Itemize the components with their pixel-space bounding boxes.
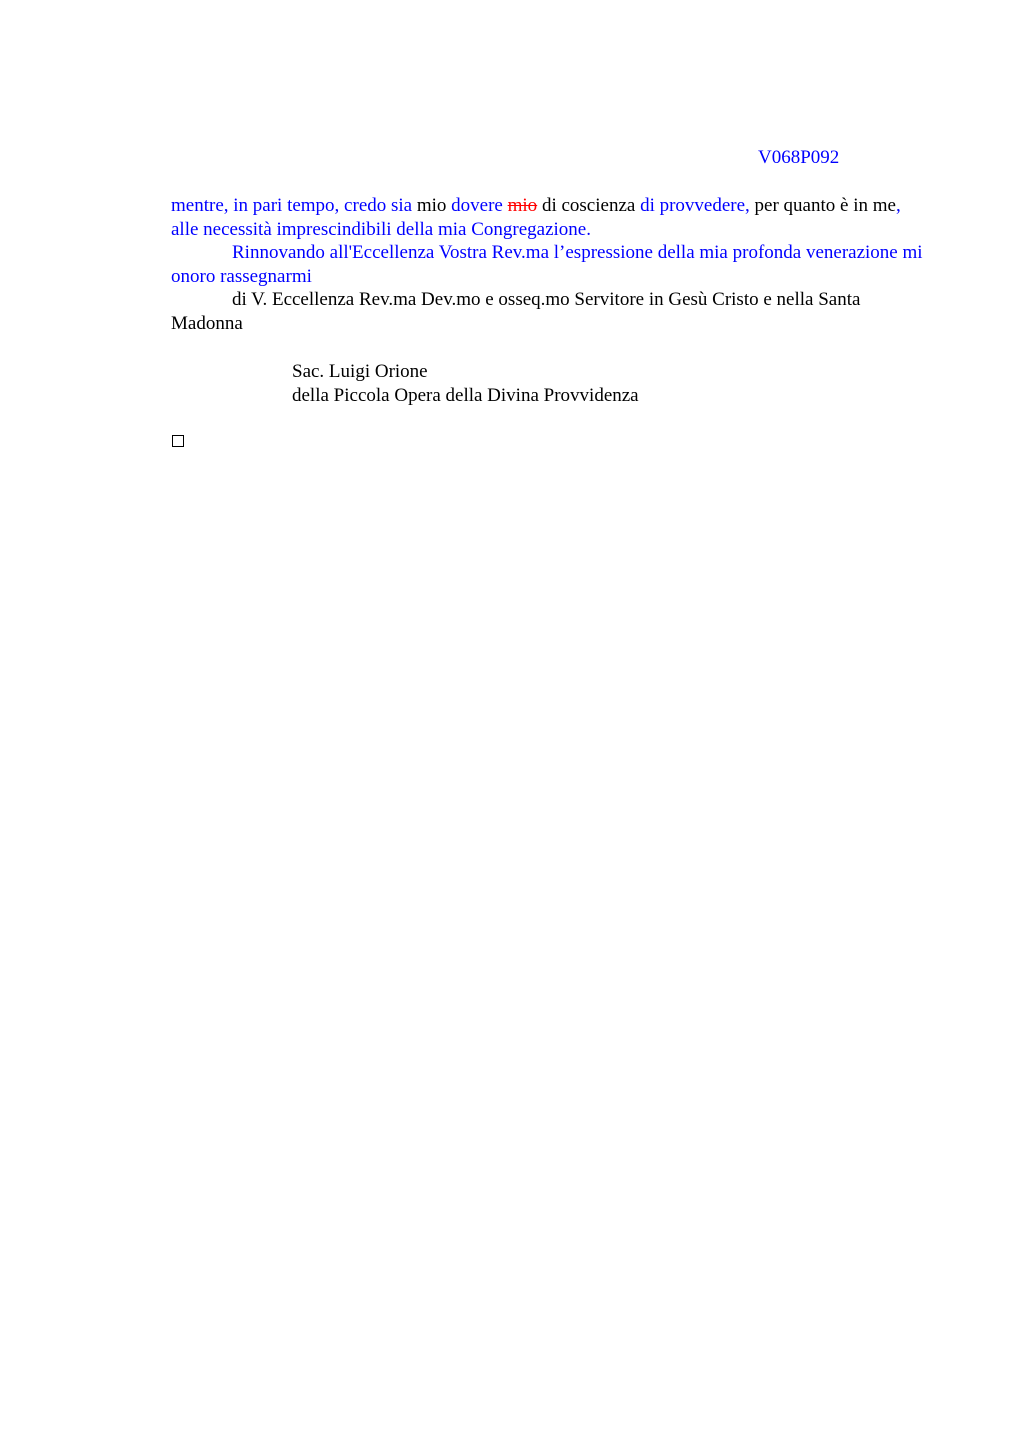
inserted-text: di provvedere, [640,195,750,216]
original-text: mio [412,195,452,216]
inserted-text: Rinnovando all'Eccellenza Vostra Rev.ma l’espressione della mia profonda venerazione mi onoro rassegnarmi [171,242,923,287]
inserted-text: , alle necessità imprescindibili della mia Congregazione. [171,195,901,240]
deleted-text: mio [507,195,538,216]
signature-name: Sac. Luigi Orione [292,361,428,382]
signature-title: della Piccola Opera della Divina Provvidenza [292,385,639,406]
original-text: di V. Eccellenza Rev.ma Dev.mo e osseq.mo Servitore in Gesù Cristo e nella Santa Madonna [171,289,861,334]
inserted-text: dovere [451,195,503,216]
page-id: V068P092 [758,147,840,168]
signature-block [292,360,639,408]
letter-body [171,194,931,335]
original-text: di coscienza [537,195,641,216]
paragraph-3 [171,288,931,335]
paragraph-2 [171,241,931,288]
inserted-text: mentre, in pari tempo, credo sia [171,195,413,216]
original-text: per quanto è in me [749,195,896,216]
empty-square-icon [172,435,184,447]
paragraph-1 [171,194,931,241]
